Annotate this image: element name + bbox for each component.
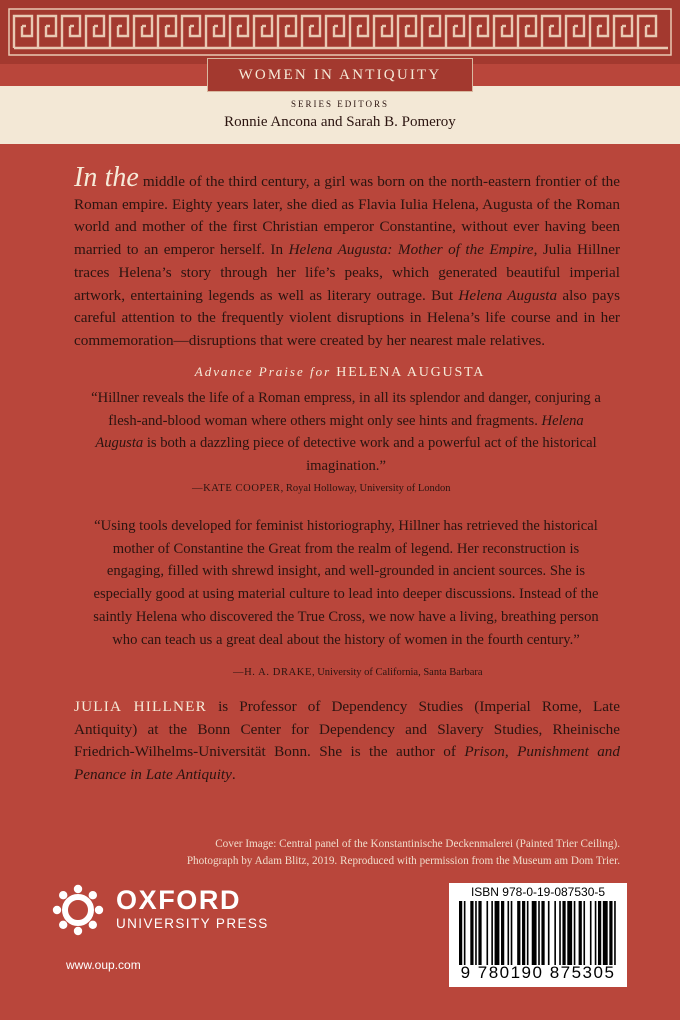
barcode-number: 9 780190 875305 (460, 963, 616, 982)
quote1-text-2: is both a dazzling piece of detective work and a powerful act of the historical imagination.” (143, 435, 597, 475)
series-title-tab (207, 58, 473, 92)
cover-credit-line-2: Photograph by Adam Blitz, 2019. Reproduced with permission from the Museum am Dom Trier. (186, 855, 620, 867)
publisher-subname: UNIVERSITY PRESS (116, 916, 269, 931)
bio-author-name: JULIA HILLNER (74, 698, 207, 715)
bio-text-1: is Professor of Dependency Studies (Imperial Rome, Late Antiquity) at the Bonn Center for Dependency and Slavery Studies, Rheinische Friedrich-Wilhelms-Universität Bonn. She is the author of (74, 698, 620, 761)
quote1-title: Helena Augusta (95, 412, 584, 452)
quote1-text-1: “Hillner reveals the life of a Roman empress, in all its splendor and danger, conjuring a flesh-and-blood woman where others might only see hints and fragments. (91, 390, 601, 429)
cover-credit-line-1: Cover Image: Central panel of the Konstantinische Deckenmalerei (Painted Trier Ceiling). (215, 838, 620, 850)
series-title: WOMEN IN ANTIQUITY (238, 66, 442, 83)
praise-attribution-2 (233, 667, 483, 678)
header-band (0, 0, 680, 64)
blurb-text-1: middle of the third century, a girl was born on the north-eastern frontier of the Roman empire. Eighty years later, she died as Flavia Iulia Helena, Augusta of the Roman world and mother of the first Christian emperor Constantine, without ever having been married to an emperor herself. In (74, 173, 620, 259)
praise-quote-1 (90, 387, 602, 478)
attrib2-name: —H. A. DRAKE (233, 667, 312, 678)
blurb-dropcap: In the (74, 162, 139, 193)
bio-book-title: Prison, Punishment and Penance in Late Antiquity (74, 743, 620, 784)
praise-quote-2: “Using tools developed for feminist historiography, Hillner has retrieved the historical mother of Constantine the Great from the realm of legend. Her reconstruction is engaging, filled with shrewd insight, and well-grounded in ancient sources. She is especially good at using material culture to lead into deeper discussions. Instead of the saintly Helena who discovered the True Cross, we now have a living, breathing person who can teach us a great deal about the history of women in the fourth century.” (93, 518, 599, 648)
oup-logo-icon (52, 884, 104, 936)
praise-heading-italic: Advance Praise for (194, 364, 332, 379)
series-editors-label: SERIES EDITORS (290, 99, 390, 109)
author-bio (74, 696, 620, 787)
bio-text-2: . (231, 766, 236, 784)
publisher-url: www.oup.com (66, 958, 141, 972)
book-blurb (74, 162, 620, 353)
cover-image-credit (100, 836, 620, 870)
praise-heading-title: HELENA AUGUSTA (336, 365, 486, 380)
praise-attribution-1 (192, 483, 451, 494)
attrib1-name: —KATE COOPER (192, 483, 281, 494)
barcode-box (449, 883, 627, 987)
blurb-text-3: also pays careful attention to the frequently violent disruptions in Helena’s life course and in her commemoration—disruptions that were created by her nearest male relatives. (74, 286, 620, 349)
greek-key-border (8, 8, 672, 56)
praise-heading (0, 364, 680, 381)
blurb-text-2: , Julia Hillner traces Helena’s story through her life’s peaks, which generated beautiful imperial artwork, entertaining legends as well as literary outrage. But (74, 241, 620, 304)
series-editors-names: Ronnie Ancona and Sarah B. Pomeroy (224, 114, 456, 130)
isbn-text: ISBN 978-0-19-087530-5 (470, 885, 606, 899)
blurb-book-short: Helena Augusta (458, 286, 558, 304)
attrib1-affiliation: , Royal Holloway, University of London (280, 483, 451, 494)
barcode-icon (459, 901, 619, 965)
publisher-name: OXFORD (116, 885, 242, 915)
blurb-book-title: Helena Augusta: Mother of the Empire (288, 241, 534, 259)
attrib2-affiliation: , University of California, Santa Barbara (311, 667, 483, 678)
